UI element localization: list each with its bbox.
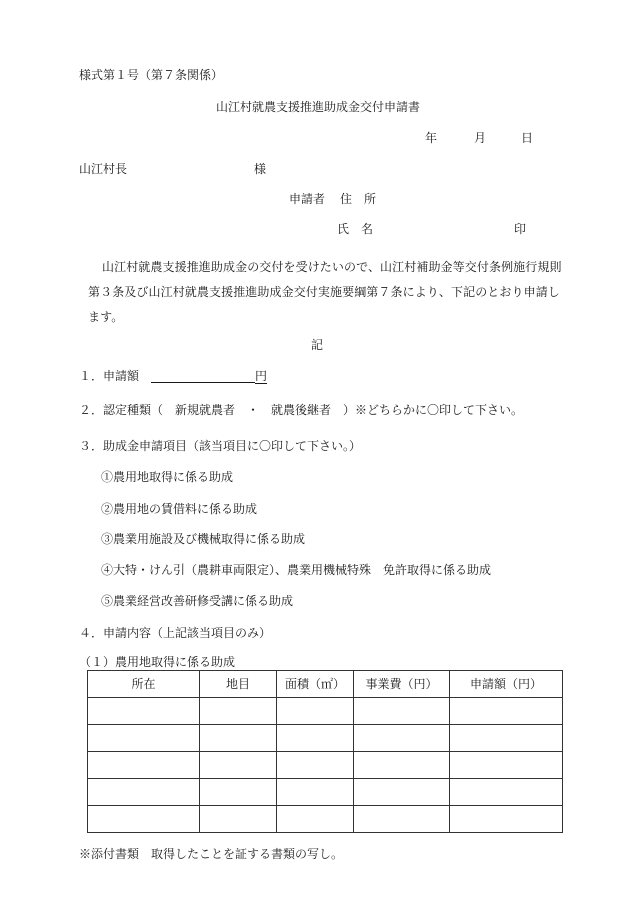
table-cell[interactable] [88, 698, 200, 725]
table-row [88, 806, 563, 833]
subsection-land-acquisition: （１）農用地取得に係る助成 [79, 655, 236, 669]
table-cell[interactable] [450, 725, 563, 752]
name-label: 氏 名 [337, 222, 374, 236]
table-cell[interactable] [354, 725, 450, 752]
form-number: 様式第１号（第７条関係） [79, 68, 224, 82]
table-cell[interactable] [354, 698, 450, 725]
table-cell[interactable] [200, 725, 277, 752]
table-row [88, 698, 563, 725]
table-cell[interactable] [88, 779, 200, 806]
table-cell[interactable] [200, 698, 277, 725]
item-3-subsidy-items: ３．助成金申請項目（該当項目に〇印して下さい。） [79, 439, 362, 453]
table-cell[interactable] [277, 779, 354, 806]
table-cell[interactable] [450, 779, 563, 806]
table-cell[interactable] [200, 752, 277, 779]
item-4-application-content: ４．申請内容（上記該当項目のみ） [79, 626, 272, 640]
table-cell[interactable] [277, 806, 354, 833]
land-acquisition-table [87, 670, 563, 833]
table-cell[interactable] [354, 779, 450, 806]
table-row [88, 725, 563, 752]
table-cell[interactable] [88, 752, 200, 779]
column-header-project-cost: 事業費（円） [354, 671, 450, 698]
yen-unit: 円 [255, 369, 268, 383]
table-cell[interactable] [88, 806, 200, 833]
table-cell[interactable] [354, 806, 450, 833]
attachment-note: ※添付書類 取得したことを証する書類の写し。 [79, 847, 344, 861]
sub-item-4: ④大特・けん引（農耕車両限定）、農業用機械特殊 免許取得に係る助成 [101, 563, 492, 577]
body-paragraph: 山江村就農支援推進助成金の交付を受けたいので、山江村補助金等交付条例施行規則第３条及び山江村就農支援推進助成金交付実施要綱第７条により、下記のとおり申請します。 [88, 260, 562, 324]
addressee-honorific: 様 [254, 162, 267, 176]
column-header-area: 面積（㎡） [277, 671, 354, 698]
date-year-label: 年 [425, 131, 438, 145]
table-cell[interactable] [450, 698, 563, 725]
seal-mark: 印 [514, 222, 527, 236]
column-header-land-category: 地目 [200, 671, 277, 698]
sub-item-5: ⑤農業経営改善研修受講に係る助成 [101, 594, 294, 608]
applicant-label: 申請者 [289, 192, 326, 206]
sub-item-2: ②農用地の賃借料に係る助成 [101, 502, 258, 516]
item-1-application-amount [79, 370, 267, 383]
item-2-certification-type: ２．認定種類（ 新規就農者 ・ 就農後継者 ）※どちらかに〇印して下さい。 [79, 403, 524, 417]
table-cell[interactable] [450, 806, 563, 833]
sub-item-3: ③農業用施設及び機械取得に係る助成 [101, 532, 306, 546]
amount-blank-line [151, 370, 255, 383]
date-month-label: 月 [474, 131, 487, 145]
table-cell[interactable] [200, 779, 277, 806]
table-row [88, 779, 563, 806]
addressee-name: 山江村長 [79, 162, 128, 176]
item-1-label: １．申請額 [79, 369, 140, 383]
table-row [88, 752, 563, 779]
ki-heading: 記 [310, 338, 323, 352]
table-header-row [88, 671, 563, 698]
table-cell[interactable] [277, 698, 354, 725]
column-header-requested-amount: 申請額（円） [450, 671, 563, 698]
table-cell[interactable] [88, 725, 200, 752]
document-title: 山江村就農支援推進助成金交付申請書 [215, 100, 420, 114]
table-cell[interactable] [354, 752, 450, 779]
sub-item-1: ①農用地取得に係る助成 [101, 470, 234, 484]
address-label: 住 所 [340, 192, 377, 206]
table-cell[interactable] [277, 725, 354, 752]
date-day-label: 日 [521, 131, 534, 145]
column-header-location: 所在 [88, 671, 200, 698]
table-cell[interactable] [200, 806, 277, 833]
table-cell[interactable] [450, 752, 563, 779]
table-cell[interactable] [277, 752, 354, 779]
